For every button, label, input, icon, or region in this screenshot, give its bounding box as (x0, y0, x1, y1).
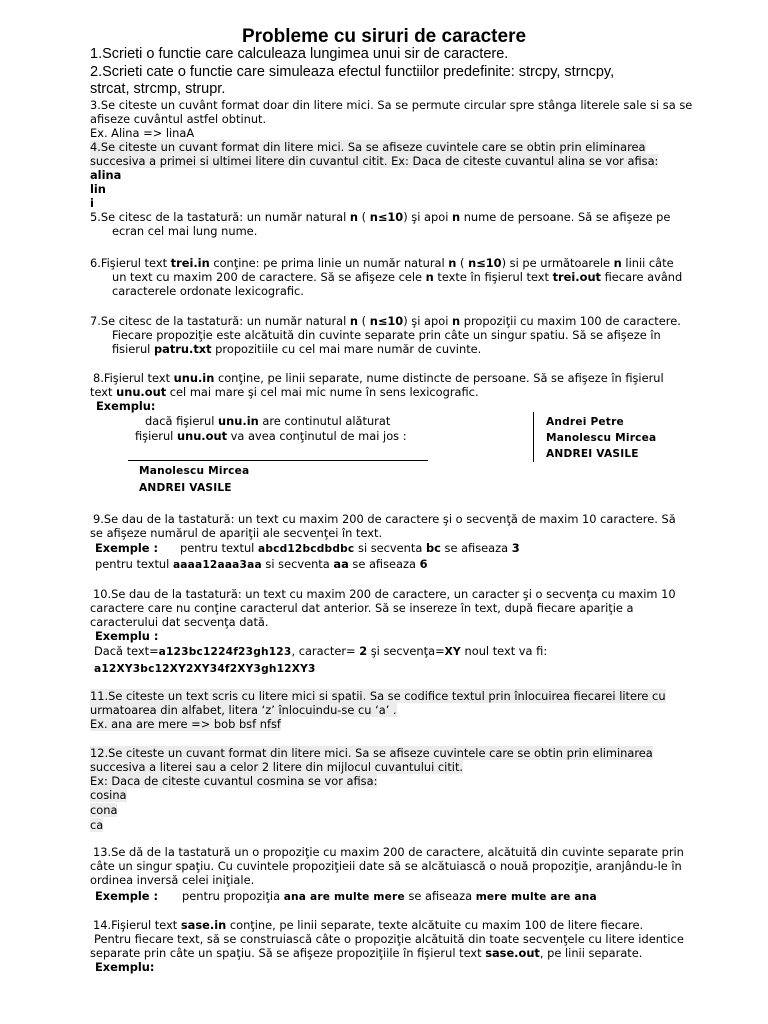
problem-11-line-2: urmatoarea din alfabet, litera ‘z’ înlocuindu-se cu ‘a’ . (90, 703, 397, 717)
problem-13-line-3: ordinea inversă celei iniţiale. (90, 873, 255, 887)
problem-3-line-1: 3.Se citeste un cuvânt format doar din litere mici. Sa se permute circular spre stânga literele sale si sa se (90, 98, 693, 112)
problem-7-line-1: 7.Se citesc de la tastatură: un număr natural n ( n≤10) şi apoi n propoziţii cu maxim 100 de caractere. (90, 314, 681, 328)
problem-10-line-3: caracterului dat secvenţa dată. (90, 615, 269, 629)
problem-6-line-1: 6.Fişierul text trei.in conţine: pe prima linie un număr natural n ( n≤10) si pe următoarele n linii câte (90, 256, 674, 270)
problem-7-line-3: fisierul patru.txt propozitiile cu cel mai mare număr de cuvinte. (112, 342, 482, 356)
problem-10-line-1: 10.Se dau de la tastatură: un text cu maxim 200 de caractere, un caracter şi o secvenţa cu maxim 10 (93, 587, 676, 601)
problem-2-line-1: 2.Scrieti cate o functie care simuleaza efectul functiilor predefinite: strcpy, strncpy, (90, 64, 615, 80)
problem-8-input-line-2: Manolescu Mircea (546, 432, 657, 444)
problem-8-line-1: 8.Fişierul text unu.in conţine, pe linii separate, nume distincte de persoane. Să se afişeze în fişierul (93, 371, 664, 385)
problem-5-line-1: 5.Se citesc de la tastatură: un număr natural n ( n≤10) şi apoi n nume de persoane. Să se afişeze pe (90, 210, 671, 224)
problem-12-line-2: succesiva a literei sau a celor 2 litere din mijlocul cuvantului citit. (90, 760, 464, 774)
problem-14-line-2: Pentru fiecare text, să se construiască câte o propoziţie alcătuită din toate secvenţele cu litere identice (94, 932, 684, 946)
problem-11-example: Ex. ana are mere => bob bsf nfsf (90, 717, 281, 731)
problem-10-result: a12XY3bc12XY2XY34f2XY3gh12XY3 (94, 663, 316, 675)
problem-8-line-2: text unu.out cel mai mare şi cel mai mic nume în sens lexicografic. (90, 385, 479, 399)
problem-12-word-3: ca (90, 818, 104, 832)
problem-4-word-1: alina (90, 168, 122, 182)
problem-4-word-2: lin (90, 182, 106, 196)
problem-3-line-2: afiseze cuvântul astfel obtinut. (90, 112, 267, 126)
problem-6-line-2: un text cu maxim 200 de caractere. Să se afişeze cele n texte în fişierul text trei.out fiecare având (112, 270, 683, 284)
problem-8-example-line-2: fişierul unu.out va avea conţinutul de mai jos : (135, 429, 407, 443)
problem-13-line-1: 13.Se dă de la tastatură un o propoziţie cu maxim 200 de caractere, alcătuită din cuvinte separate prin (93, 845, 684, 859)
problem-8-input-line-3: ANDREI VASILE (546, 448, 639, 460)
problem-3-example: Ex. Alina => linaA (90, 126, 195, 140)
problem-5-line-2: ecran cel mai lung nume. (112, 224, 258, 238)
problem-4-word-3: i (90, 196, 94, 210)
problem-12-line-1: 12.Se citeste un cuvant format din litere mici. Sa se afiseze cuvintele care se obtin prin eliminarea (90, 746, 653, 760)
problem-13-example: Exemple : pentru propoziţia ana are multe mere se afiseaza mere multe are ana (95, 889, 597, 903)
problem-12-word-2: cona (90, 803, 118, 817)
problem-2-line-2: strcat, strcmp, strupr. (90, 81, 226, 97)
problem-8-input-divider (533, 412, 534, 462)
problem-4-line-1: 4.Se citeste un cuvant format din litere mici. Sa se afiseze cuvintele care se obtin prin eliminarea (90, 140, 646, 154)
problem-10-line-2: caractere care nu conţine caracterul dat anterior. Să se insereze în text, după fiecare apariţie a (90, 601, 634, 615)
problem-13-line-2: câte un singur spaţiu. Cu cuvintele propoziţieii date să se alcătuiască o nouă propoziţie, aranjându-le în (90, 859, 682, 873)
problem-9-line-1: 9.Se dau de la tastatură: un text cu maxim 200 de caractere şi o secvenţă de maxim 10 caractere. Să (93, 512, 676, 526)
problem-8-output-rule (128, 460, 428, 461)
problem-8-input-line-1: Andrei Petre (546, 416, 624, 428)
problem-9-line-2: se afişeze numărul de apariţii ale secvenţei în text. (90, 526, 383, 540)
problem-14-line-3: separate prin câte un spaţiu. Să se afişeze propoziţiile în fişierul text sase.out, pe linii separate. (90, 946, 643, 960)
problem-8-output-line-1: Manolescu Mircea (139, 465, 250, 477)
problem-14-example-label: Exemplu: (95, 960, 155, 974)
problem-14-line-1: 14.Fişierul text sase.in conţine, pe linii separate, texte alcătuite cu maxim 100 de litere fiecare. (93, 918, 644, 932)
problem-8-output-line-2: ANDREI VASILE (139, 482, 232, 494)
problem-9-example-1: Exemple : pentru textul abcd12bcdbdbc si secventa bc se afiseaza 3 (95, 541, 520, 555)
problem-7-line-2: Fiecare propoziţie este alcătuită din cuvinte separate prin câte un singur spatiu. Să se afişeze în (112, 328, 661, 342)
problem-10-example-label: Exemplu : (95, 629, 159, 643)
problem-8-example-label: Exemplu: (96, 399, 156, 413)
problem-12-word-1: cosina (90, 788, 127, 802)
problem-10-example-line: Dacă text=a123bc1224f23gh123, caracter= 2 şi secvenţa=XY noul text va fi: (94, 644, 548, 658)
page-title: Probleme cu siruri de caractere (241, 26, 527, 47)
problem-11-line-1: 11.Se citeste un text scris cu litere mici si spatii. Sa se codifice textul prin înlocuirea fiecarei litere cu (90, 689, 666, 703)
problem-8-example-line-1: dacă fişierul unu.in are continutul alăturat (145, 414, 391, 428)
problem-12-line-3: Ex: Daca de citeste cuvantul cosmina se vor afisa: (90, 774, 378, 788)
problem-1: 1.Scrieti o functie care calculeaza lungimea unui sir de caractere. (90, 46, 509, 62)
problem-9-example-2: pentru textul aaaa12aaa3aa si secventa aa se afiseaza 6 (95, 557, 428, 571)
problem-6-line-3: caracterele ordonate lexicografic. (112, 284, 304, 298)
problem-4-line-2: succesiva a primei si ultimei litere din cuvantul citit. Ex: Daca de citeste cuvantul alina se vor afisa: (90, 154, 659, 168)
